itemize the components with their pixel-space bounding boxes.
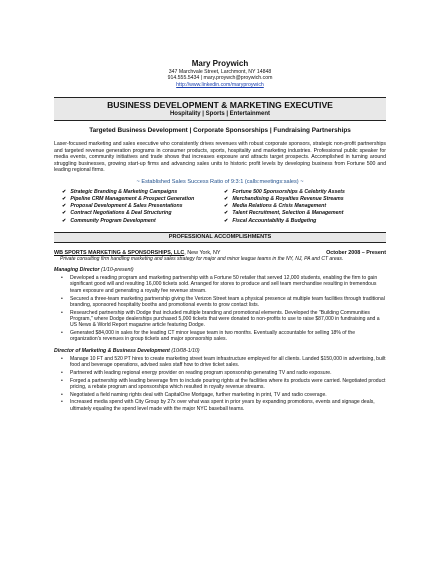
skill-item: ✔ Fiscal Accountability & Budgeting [224,217,317,224]
role-title: Managing Director [54,267,100,274]
checkmark-icon: ✔ [224,195,229,202]
accomplishment-item: • Generated $84,000 in sales for the leading CT minor league team in two months. Eventually accountable for selling 18% of the organization's revenues in group tickets and major sponsorship sales. [60,330,386,343]
role-bullets [54,275,386,342]
address: 347 Marchvale Street, Larchmont, NY 14848 [168,69,272,75]
skill-item: ✔ Strategic Branding & Marketing Campaigns [62,188,178,195]
skill-item: ✔ Talent Recruitment, Selection & Management [224,210,344,217]
skills-grid [54,189,386,225]
checkmark-icon: ✔ [224,217,229,224]
checkmark-icon: ✔ [62,203,67,210]
skill-item: ✔ Contract Negotiations & Deal Structuring [62,210,172,217]
role-dates: (1/10-present) [99,267,134,274]
checkmark-icon: ✔ [62,188,67,195]
resume-header [54,0,386,88]
skill-item: ✔ Proposal Development & Sales Presentations [62,203,183,210]
company-description: Private consulting firm handling marketing and sales strategy for major and minor league teams in the NY, NJ, PA and CT areas. [60,255,344,262]
checkmark-icon: ✔ [62,210,67,217]
role-dates: (10/08-1/10) [169,347,200,354]
job-header [54,250,386,256]
checkmark-icon: ✔ [62,195,67,202]
skills-right-column [224,189,386,225]
candidate-name: Mary Proywich [191,59,249,68]
sales-ratio: ~ Established Sales Success Ratio of 9:3:1 (calls:meetings:sales) ~ [136,178,304,185]
skill-item: ✔ Merchandising & Royalties Revenue Streams [224,195,344,202]
company-name: WB SPORTS MARKETING & SPONSORSHIPS, LLC [54,249,185,256]
role-heading [54,348,386,355]
company-location: , New York, NY [184,249,221,256]
section-heading-accomplishments: PROFESSIONAL ACCOMPLISHMENTS [54,232,386,243]
checkmark-icon: ✔ [62,217,67,224]
accomplishment-item: • Increased media spend with City Group by 27x over what was spent in prior years by expanding promotions, events and signage deals, ultimately equaling the spend level made with the major NYC baseball teams. [60,399,386,412]
accomplishment-item: • Secured a three-team marketing partnership giving the Verizon Street team a physical presence at multiple team facilities through traditional branding, sponsored hospitality booths and promotional events to grow contact lists. [60,296,386,309]
industries: Hospitality | Sports | Entertainment [169,111,271,118]
skill-item: ✔ Community Program Development [62,217,156,224]
checkmark-icon: ✔ [224,203,229,210]
target-areas: Targeted Business Development | Corporate Sponsorships | Fundraising Partnerships [89,127,351,135]
skill-item: ✔ Pipeline CRM Management & Prospect Generation [62,195,195,202]
job-title: BUSINESS DEVELOPMENT & MARKETING EXECUTIVE [107,100,333,111]
skills-left-column [62,189,224,225]
role-title: Director of Marketing & Business Development [54,347,170,354]
skill-item: ✔ Media Relations & Crisis Management [224,203,327,210]
summary-paragraph: Laser-focused marketing and sales executive who consistently drives revenues with robust corporate sponsors, strategic non-profit partnerships and targeted revenue generation programs in consumer products, sports, hospitality and marketing industries. Professional public speaker for media events, community initiatives and trade shows that increases exposure and attracts target prospects. Accomplished in turning around struggling businesses, growing start-up firms and advancing sales units to historic profit levels by developing business from Fortune 500 and leading regional firms. [54,141,386,174]
accomplishment-item: • Negotiated a field naming rights deal with CapitalOne Mortgage, further marketing in print, TV and radio coverage. [60,392,386,398]
skill-item: ✔ Fortune 500 Sponsorships & Celebrity Assets [224,188,345,195]
accomplishment-item: • Researched partnership with Dodge that included multiple branding and promotional elements. Developed the "Building Communities Program," where Dodge dealerships purchased 5,000 tickets that were donated to non-profits to use to raise $87,000 in fundraising and a US News & World Report magazine article featuring Dodge. [60,310,386,329]
accomplishment-item: • Forged a partnership with leading beverage firm to include pouring rights at the facilities where its products were carried. Negotiated product pricing, a rebate program and sponsorships which resulted in royalty revenue streams. [60,378,386,391]
checkmark-icon: ✔ [224,188,229,195]
phone-email: 914.555.5434 | mary.proywch@proywich.com [167,75,273,82]
accomplishment-item: • Manage 10 FT and 520 PT hires to create marketing street team infrastructure employed for all clients. Landed $150,000 in advertising, built food and beverage operations, advised sales staff how to drive ticket sales. [60,356,386,369]
role-bullets [54,356,386,412]
job-dates: October 2008 – Present [326,249,386,256]
accomplishment-item: • Partnered with leading regional energy provider on reading program sponsorship generating TV and radio exposure. [60,370,386,376]
role-heading [54,267,386,274]
checkmark-icon: ✔ [224,210,229,217]
accomplishment-item: • Developed a reading program and marketing partnership with a Fortune 50 retailer that served 12,000 students, enabling the firm to gain significant good will and resulting 16,000 tickets sold. Arranged for stores to produce and sell team merchandise resulting in tremendous team exposure and generating a royalty fee revenue stream. [60,275,386,294]
linkedin-link[interactable]: http://www.linkedin.com/maryproywich [176,81,264,88]
title-bar [54,97,386,121]
